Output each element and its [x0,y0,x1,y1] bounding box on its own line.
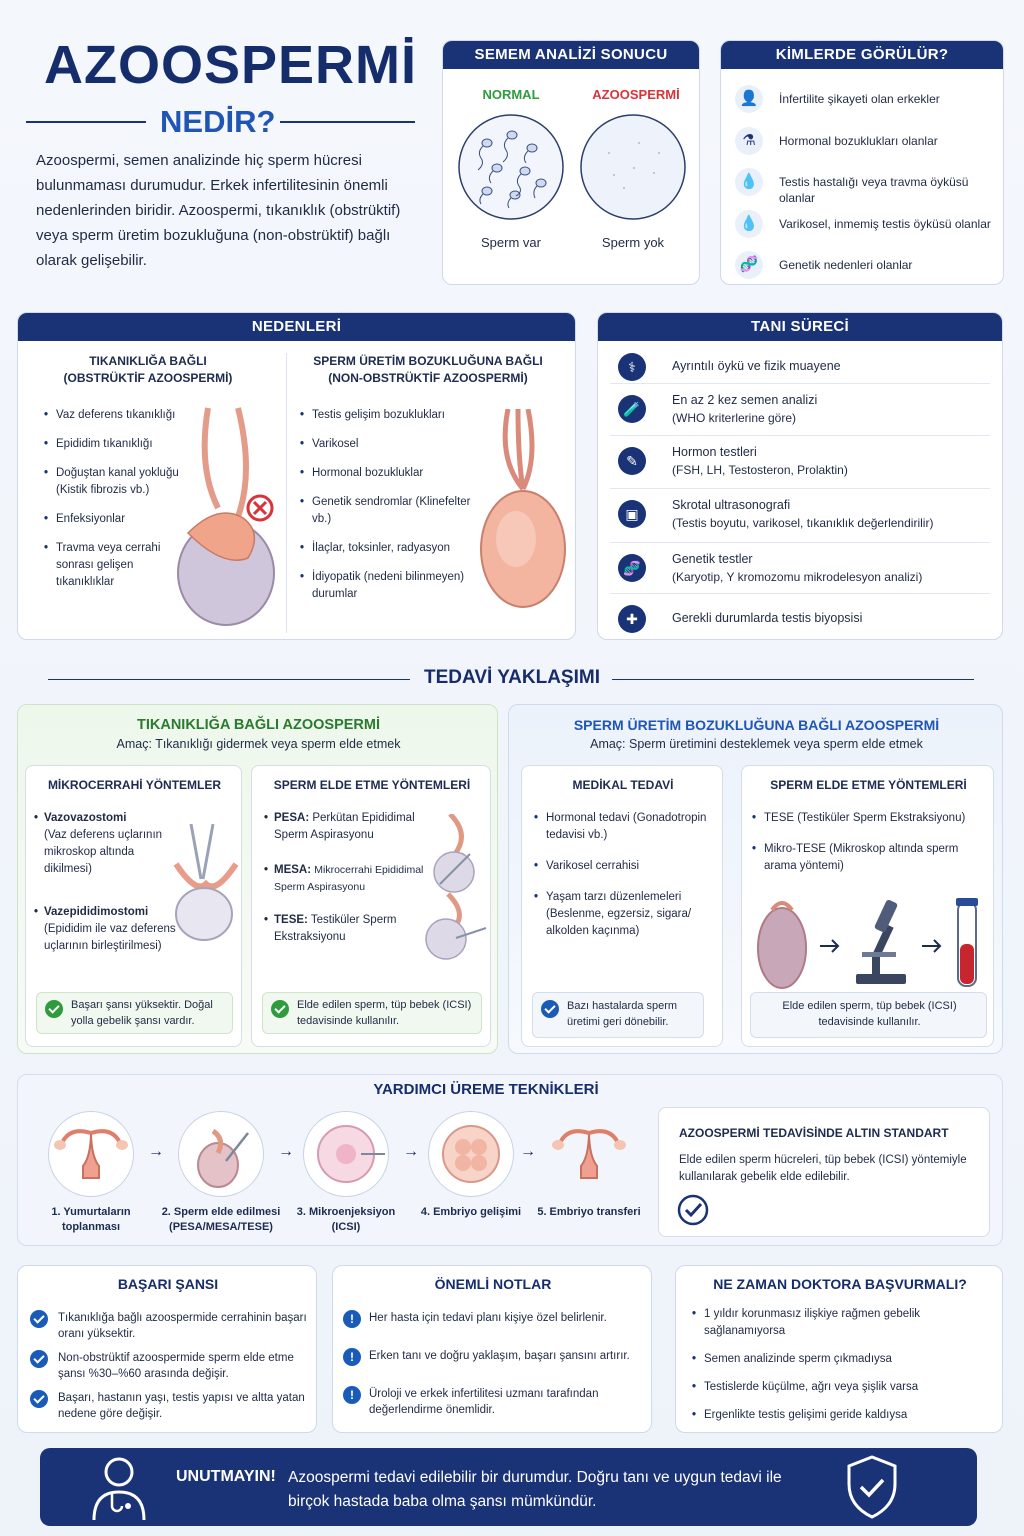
diagnosis-step-title: Skrotal ultrasonografi [672,498,791,512]
diagnosis-step-title: Gerekli durumlarda testis biyopsisi [672,611,863,625]
azoo-caption: Sperm yok [601,235,665,250]
hero-rule-left [26,121,146,123]
hero-rule-right [280,121,415,123]
pesa-item: • PESA: Perkütan Epididimal Sperm Aspirasyonu [264,812,415,841]
dna-icon: 🧬 [735,251,763,279]
causes-card [17,312,576,640]
list-item: • İlaçlar, toksinler, radyasyon [298,540,473,557]
diagnosis-divider [610,383,990,384]
vasovasostomy-item: • Vazovazostomi (Vaz deferens uçlarının mikroskop altında dikilmesi) [44,810,169,878]
art-step-label: 4. Embriyo gelişimi [420,1206,522,1218]
list-item: • 1 yıldır korunmasız ilişkiye rağmen gebelik sağlanamıyorsa [690,1306,990,1340]
art-step-label: 3. Mikroenjeksiyon (ICSI) [296,1206,396,1233]
mesa-label: MESA: [274,864,312,876]
list-item: • Hormonal bozukluklar [298,465,473,482]
diagnosis-step-title: En az 2 kez semen analizi [672,393,818,407]
obs-treatment-goal: Amaç: Tıkanıklığı gidermek veya sperm elde etmek [116,737,401,751]
nonobs-retrieval-list [750,810,990,889]
doctor-icon [88,1454,150,1522]
biopsy-icon: ✚ [618,605,646,633]
check-icon [541,1000,559,1018]
diagnosis-step-title: Hormon testleri [672,445,757,459]
pesa-desc: Perkütan Epididimal Sperm Aspirasyonu [274,812,415,841]
obs-treatment-title: TIKANIKLIĞA BAĞLI AZOOSPERMİ [136,717,380,733]
nonobs-treatment-panel [508,704,1003,1054]
info-icon: ! [343,1348,361,1366]
diagnosis-divider [610,593,990,594]
vasoepididymostomy-desc: (Epididim ile vaz deferens uçlarının birleştirilmesi) [44,923,176,952]
mesa-item: • MESA: Mikrocerrahi Epididimal Sperm Aspirasyonu [264,864,424,893]
microsurgery-title: MİKROCERRAHİ YÖNTEMLER [47,778,222,792]
nonobs-title [296,353,560,387]
microsurgery-note-text: Başarı şansı yüksektir. Doğal yolla gebelik şansı vardır. [71,999,213,1027]
notes-item: Her hasta için tedavi planı kişiye özel belirlenir. [369,1312,607,1324]
art-step-label: 2. Sperm elde edilmesi (PESA/MESA/TESE) [161,1206,281,1233]
hero-description: Azoospermi, semen analizinde hiç sperm hücresi bulunmaması durumudur. Erkek infertilitesinin önemli nedenlerinden biridir. Azoospermi, tıkanıklık (obstrüktif) veya sperm üretim bozukluğuna (non-obstrüktif) bağlı olarak gelişebilir. [36,152,401,269]
who-card [720,40,1004,285]
drop-icon: 💧 [735,210,763,238]
footer-banner [40,1448,977,1526]
hormone-icon: ⚗ [735,127,763,155]
semen-analysis-header: SEMEM ANALİZİ SONUCU [443,41,699,69]
mesa-desc: Mikrocerrahi Epididimal Sperm Aspirasyonu [274,864,424,893]
causes-divider [286,353,287,633]
gold-standard-title: AZOOSPERMİ TEDAVİSİNDE ALTIN STANDART [679,1126,949,1140]
obstructive-title-line2: (OBSTRÜKTİF AZOOSPERMİ) [63,371,233,385]
aspiration-icon [420,814,488,964]
list-item: • Hormonal tedavi (Gonadotropin tedavisi vb.) [532,810,712,844]
gold-standard-card [658,1107,990,1237]
who-header: KİMLERDE GÖRÜLÜR? [721,41,1003,69]
check-icon [30,1390,48,1408]
uterus-icon [48,1111,134,1197]
nonobs-retrieval-note-text: Elde edilen sperm, tüp bebek (ICSI) tedavisinde kullanılır. [782,1000,957,1028]
diagnosis-step-detail: (FSH, LH, Testosteron, Prolaktin) [672,463,848,477]
diagnosis-card [597,312,1003,640]
doctor-list [690,1306,990,1433]
list-item: • Yaşam tarzı düzenlemeleri (Beslenme, egzersiz, sigara/ alkolden kaçınma) [532,889,712,940]
nonobs-retrieval-note [750,992,987,1038]
list-item: • Travma veya cerrahi sonrası gelişen tıkanıklıklar [42,540,192,591]
notes-item: Üroloji ve erkek infertilitesi uzmanı tarafından değerlendirme önemlidir. [369,1388,599,1416]
arrow-icon: → [403,1143,419,1160]
uterus-icon [546,1111,632,1197]
vasoepididymostomy-item: • Vazepididimostomi (Epididim ile vaz deferens uçlarının birleştirilmesi) [44,904,189,955]
causes-header: NEDENLERİ [18,313,575,341]
diagnosis-step-title: Ayrıntılı öykü ve fizik muayene [672,359,841,373]
checkmark-icon [677,1194,709,1226]
nonobs-retrieval-title: SPERM ELDE ETME YÖNTEMLERİ [770,778,967,792]
medical-treatment-title: MEDİKAL TEDAVİ [572,778,674,792]
footer-bold: UNUTMAYIN! [176,1468,276,1485]
medical-treatment-note-text: Bazı hastalarda sperm üretimi geri dönebilir. [567,1000,678,1028]
medical-treatment-note [532,992,704,1038]
list-item: • Varikosel [298,436,473,453]
doctor-header: NE ZAMAN DOKTORA BAŞVURMALI? [713,1276,967,1292]
info-icon: ! [343,1386,361,1404]
vasovasostomy-label: Vazovazostomi [44,812,127,824]
list-item: • Testis gelişim bozuklukları [298,407,473,424]
obs-retrieval-note-text: Elde edilen sperm, tüp bebek (ICSI) tedavisinde kullanılır. [297,999,472,1027]
art-header: YARDIMCI ÜREME TEKNİKLERİ [373,1081,599,1098]
obs-treatment-panel [17,704,498,1054]
list-item: • İdiyopatik (nedeni bilinmeyen) durumlar [298,569,473,603]
tese-label: TESE: [274,914,308,926]
egg-injection-icon [303,1111,389,1197]
azoo-label: AZOOSPERMİ [592,87,680,102]
diagnosis-step-detail: (Karyotip, Y kromozomu mikrodelesyon analizi) [672,570,923,584]
test-tube-icon: 🧪 [618,395,646,423]
who-item: Hormonal bozuklukları olanlar [779,133,938,148]
nonobs-list [298,407,473,615]
list-item: • TESE (Testiküler Sperm Ekstraksiyonu) [750,810,990,827]
pesa-label: PESA: [274,812,310,824]
treatment-rule-left [48,679,410,680]
normal-label: NORMAL [482,87,540,102]
treatment-header: TEDAVİ YAKLAŞIMI [424,667,600,688]
drop-icon: 💧 [735,168,763,196]
nonobs-treatment-title: SPERM ÜRETİM BOZUKLUĞUNA BAĞLI AZOOSPERMİ [573,717,940,733]
microsurgery-card [25,765,242,1047]
list-item: • Enfeksiyonlar [42,511,192,528]
who-item: Varikosel, inmemiş testis öyküsü olanlar [779,216,991,231]
diagnosis-divider [610,488,990,489]
diagnosis-divider [610,435,990,436]
arrow-icon: → [148,1143,164,1160]
who-item: Genetik nedenleri olanlar [779,258,913,272]
person-icon: 👤 [735,85,763,113]
check-icon [45,1000,63,1018]
art-step-label: 5. Embriyo transferi [537,1206,641,1218]
diagnosis-divider [610,542,990,543]
info-icon: ! [343,1310,361,1328]
hero-title: AZOOSPERMİ [44,35,418,95]
arrow-icon: → [278,1143,294,1160]
art-panel [17,1074,1003,1246]
diagnosis-step-detail: (WHO kriterlerine göre) [672,411,797,425]
success-header: BAŞARI ŞANSI [117,1276,219,1292]
sperm-absent-icon [579,113,687,221]
list-item: • Semen analizinde sperm çıkmadıysa [690,1351,990,1368]
tese-desc: Testiküler Sperm Ekstraksiyonu [274,914,397,943]
testis-icon [468,409,568,619]
doctor-card [675,1265,1003,1433]
nonobs-retrieval-card [741,765,994,1047]
notes-card [332,1265,652,1433]
list-item: • Epididim tıkanıklığı [42,436,192,453]
obstructive-title-line1: TIKANIKLIĞA BAĞLI [89,354,207,368]
check-icon [30,1350,48,1368]
success-item: Tıkanıklığa bağlı azoospermide cerrahinin başarı oranı yüksektir. [58,1312,307,1340]
testis-microscope-tube-icon [752,896,988,992]
success-item: Non-obstrüktif azoospermide sperm elde etme şansı %30–%60 arasında değişir. [58,1352,294,1380]
microsurgery-icon [166,824,238,944]
list-item: • Testislerde küçülme, ağrı veya şişlik varsa [690,1379,990,1396]
embryo-icon [428,1111,514,1197]
list-item: • Ergenlikte testis gelişimi geride kaldıysa [690,1407,990,1424]
arrow-icon: → [520,1143,536,1160]
testis-needle-icon [178,1111,264,1197]
list-item: • Genetik sendromlar (Klinefelter vb.) [298,494,473,528]
microsurgery-note [36,992,233,1034]
diagnosis-header: TANI SÜRECİ [598,313,1002,341]
semen-analysis-card [442,40,700,285]
normal-caption: Sperm var [481,235,541,250]
who-item: Testis hastalığı veya travma öyküsü olanlar [779,175,969,205]
vasovasostomy-desc: (Vaz deferens uçlarının mikroskop altında dikilmesi) [44,829,163,875]
nonobs-title-line1: SPERM ÜRETİM BOZUKLUĞUNA BAĞLI [313,354,543,368]
list-item: • Doğuştan kanal yokluğu (Kistik fibrozis vb.) [42,465,192,499]
obs-retrieval-note [262,992,482,1034]
diagnosis-step-title: Genetik testler [672,552,753,566]
list-item: • Mikro-TESE (Mikroskop altında sperm arama yöntemi) [750,841,990,875]
hormone-test-icon: ✎ [618,447,646,475]
check-icon [271,1000,289,1018]
list-item: • Varikosel cerrahisi [532,858,712,875]
art-step-label: 1. Yumurtaların toplanması [51,1206,131,1233]
diagnosis-step-detail: (Testis boyutu, varikosel, tıkanıklık değerlendirilir) [672,516,934,530]
sperm-present-icon [457,113,565,221]
list-item: • Vaz deferens tıkanıklığı [42,407,192,424]
nonobs-treatment-goal: Amaç: Sperm üretimini desteklemek veya sperm elde etmek [590,737,923,751]
notes-header: ÖNEMLİ NOTLAR [434,1276,552,1292]
check-icon [30,1310,48,1328]
notes-item: Erken tanı ve doğru yaklaşım, başarı şansını artırır. [369,1350,630,1362]
obstructed-testis-icon [168,403,288,633]
medical-treatment-card [521,765,723,1047]
vasoepididymostomy-label: Vazepididimostomi [44,906,149,918]
hero-subtitle: NEDİR? [160,104,276,139]
success-card [17,1265,317,1433]
obstructive-title [18,353,278,387]
gold-standard-text: Elde edilen sperm hücreleri, tüp bebek (ICSI) yöntemiyle kullanılarak gebelik elde edilebilir. [679,1154,967,1183]
obs-retrieval-card [251,765,491,1047]
success-item: Başarı, hastanın yaşı, testis yapısı ve altta yatan nedene göre değişir. [58,1392,305,1420]
nonobs-title-line2: (NON-OBSTRÜKTİF AZOOSPERMİ) [328,371,528,385]
tese-item: • TESE: Testiküler Sperm Ekstraksiyonu [264,914,397,943]
dna-icon: 🧬 [618,554,646,582]
shield-check-icon [844,1454,900,1520]
footer-text: Azoospermi tedavi edilebilir bir durumdur. Doğru tanı ve uygun tedavi ile birçok hastada baba olma şansı mümkündür. [288,1469,782,1510]
obs-retrieval-title: SPERM ELDE ETME YÖNTEMLERİ [273,778,471,792]
who-item: İnfertilite şikayeti olan erkekler [779,92,940,106]
medical-treatment-list [532,810,712,954]
ultrasound-icon: ▣ [618,500,646,528]
doctor-icon: ⚕ [618,353,646,381]
treatment-rule-right [612,679,974,680]
